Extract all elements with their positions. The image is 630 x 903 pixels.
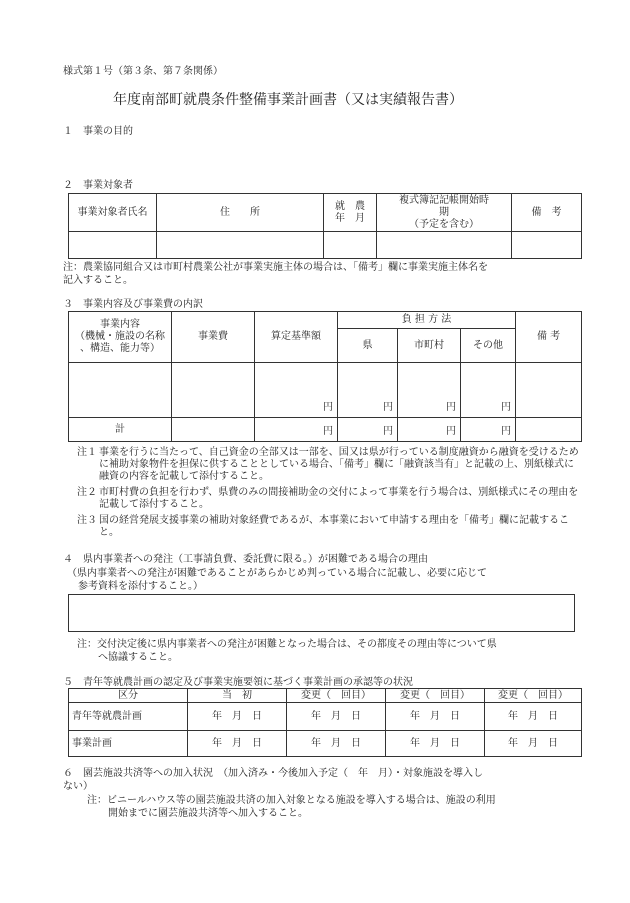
row-business-plan-date-initial: 年 月 日	[188, 731, 287, 757]
note1-text: 事業を行うに当たって、自己資金の全部又は一部を、国又は県が行っている制度融資から融資を受けるために補助対象物件を担保に供することとしている場合、「備考」欄に「融資該当有」と記載の上、別紙様式に融資の内容を記載して添付すること。	[99, 447, 579, 482]
approval-status-table	[68, 688, 582, 757]
header-bookkeeping	[377, 194, 512, 232]
header-change-2: 変更（ 回目）	[386, 689, 485, 703]
section4-sub-line2: 参考資料を添付すること。）	[78, 581, 203, 592]
header-content-line1: 事業内容	[100, 319, 140, 330]
total-remarks	[516, 418, 582, 442]
header-municipality: 市町村	[398, 329, 461, 363]
section6-heading-line2: ない）	[63, 781, 93, 792]
total-yen-municipality: 円	[398, 418, 461, 442]
total-label: 計	[69, 418, 172, 442]
header-content	[69, 312, 172, 363]
section4-note-line2: へ協議すること。	[98, 652, 178, 663]
header-remarks3: 備 考	[516, 312, 582, 363]
header-farming-start-line1: 就 農	[335, 200, 365, 212]
form-number: 様式第１号（第３条、第７条関係）	[63, 66, 223, 77]
row-business-plan-date-change3: 年 月 日	[485, 731, 582, 757]
section4-note-line1: 注：交付決定後に県内事業者への発注が困難となった場合は、その都度その理由等について県	[77, 639, 497, 650]
reason-box	[68, 594, 575, 632]
section6-note-line2: 開始までに園芸施設共済等へ加入すること。	[108, 808, 308, 819]
note2-text: 市町村費の負担を行わず、県費のみの間接補助金の交付によって事業を行う場合は、別紙様式にその理由を記載して添付すること。	[99, 487, 579, 510]
note1-label: 注１	[77, 447, 97, 458]
row-youth-plan-date-initial: 年 月 日	[188, 703, 287, 731]
row-business-plan-date-change2: 年 月 日	[386, 731, 485, 757]
total-cost	[172, 418, 255, 442]
header-farming-start-line2: 年 月	[335, 212, 365, 224]
header-remarks: 備 考	[512, 194, 582, 232]
row-youth-plan-label: 青年等就農計画	[69, 703, 188, 731]
row-business-plan-label: 事業計画	[69, 731, 188, 757]
section1-heading: １ 事業の目的	[63, 126, 133, 137]
header-other: その他	[461, 329, 516, 363]
note3-text: 国の経営発展支援事業の補助対象経費であるが、本事業において申請する理由を「備考」欄に記載すること。	[99, 515, 569, 538]
cell-cost	[172, 363, 255, 418]
section5-heading: ５ 青年等就農計画の認定及び事業実施要領に基づく事業計画の承認等の状況	[63, 677, 413, 688]
header-change-1: 変更（ 回目）	[287, 689, 386, 703]
header-content-line2: （機械・施設の名称	[75, 331, 165, 342]
header-bookkeeping-line2: 期	[439, 206, 449, 218]
header-bookkeeping-line1: 複式簿記記帳開始時	[399, 194, 489, 206]
section6-note-line1: 注：ビニールハウス等の園芸施設共済の加入対象となる施設を導入する場合は、施設の利用	[87, 795, 496, 806]
note3-label: 注３	[77, 515, 97, 526]
yen-municipality: 円	[398, 363, 461, 418]
row-youth-plan-date-change3: 年 月 日	[485, 703, 582, 731]
header-change-3: 変更（ 回目）	[485, 689, 582, 703]
cell-farming-start	[324, 232, 377, 259]
row-youth-plan-date-change1: 年 月 日	[287, 703, 386, 731]
section3-heading: ３ 事業内容及び事業費の内訳	[63, 299, 203, 310]
header-initial: 当 初	[188, 689, 287, 703]
cell-remarks	[512, 232, 582, 259]
yen-other: 円	[461, 363, 516, 418]
header-content-line3: 、構造、能力等）	[80, 343, 160, 354]
cell-content	[69, 363, 172, 418]
yen-prefecture: 円	[338, 363, 398, 418]
header-cost: 事業費	[172, 312, 255, 363]
header-bookkeeping-line3: （予定を含む）	[409, 218, 479, 230]
row-business-plan-date-change1: 年 月 日	[287, 731, 386, 757]
page-title: 年度南部町就農条件整備事業計画書（又は実績報告書）	[113, 92, 463, 108]
header-farming-start	[324, 194, 377, 232]
section2-note-line2: 記入すること。	[63, 275, 133, 286]
cell-address	[157, 232, 324, 259]
cell-bookkeeping	[377, 232, 512, 259]
header-prefecture: 県	[338, 329, 398, 363]
header-category: 区分	[69, 689, 188, 703]
yen-standard: 円	[255, 363, 338, 418]
total-yen-standard: 円	[255, 418, 338, 442]
total-yen-prefecture: 円	[338, 418, 398, 442]
header-standard: 算定基準額	[255, 312, 338, 363]
cell-name	[69, 232, 157, 259]
section2-note-line1: 注：農業協同組合又は市町村農業公社が事業実施主体の場合は、「備考」欄に事業実施主体名を	[63, 262, 488, 273]
header-burden: 負 担 方 法	[338, 312, 516, 329]
header-address: 住 所	[157, 194, 324, 232]
section4-heading: ４ 県内事業者への発注（工事請負費、委託費に限る。）が困難である場合の理由	[63, 554, 428, 565]
section2-heading: ２ 事業対象者	[63, 180, 133, 191]
cost-breakdown-table	[68, 311, 582, 442]
cell-remarks3	[516, 363, 582, 418]
header-name: 事業対象者氏名	[69, 194, 157, 232]
section6-heading-line1: ６ 園芸施設共済等への加入状況 （加入済み・今後加入予定（ 年 月）・対象施設を導入し	[63, 768, 483, 779]
note2-label: 注２	[77, 487, 97, 498]
target-person-table	[68, 193, 582, 259]
total-yen-other: 円	[461, 418, 516, 442]
row-youth-plan-date-change2: 年 月 日	[386, 703, 485, 731]
section4-sub-line1: （県内事業者への発注が困難であることがあらかじめ判っている場合に記載し、必要に応じて	[67, 568, 487, 579]
